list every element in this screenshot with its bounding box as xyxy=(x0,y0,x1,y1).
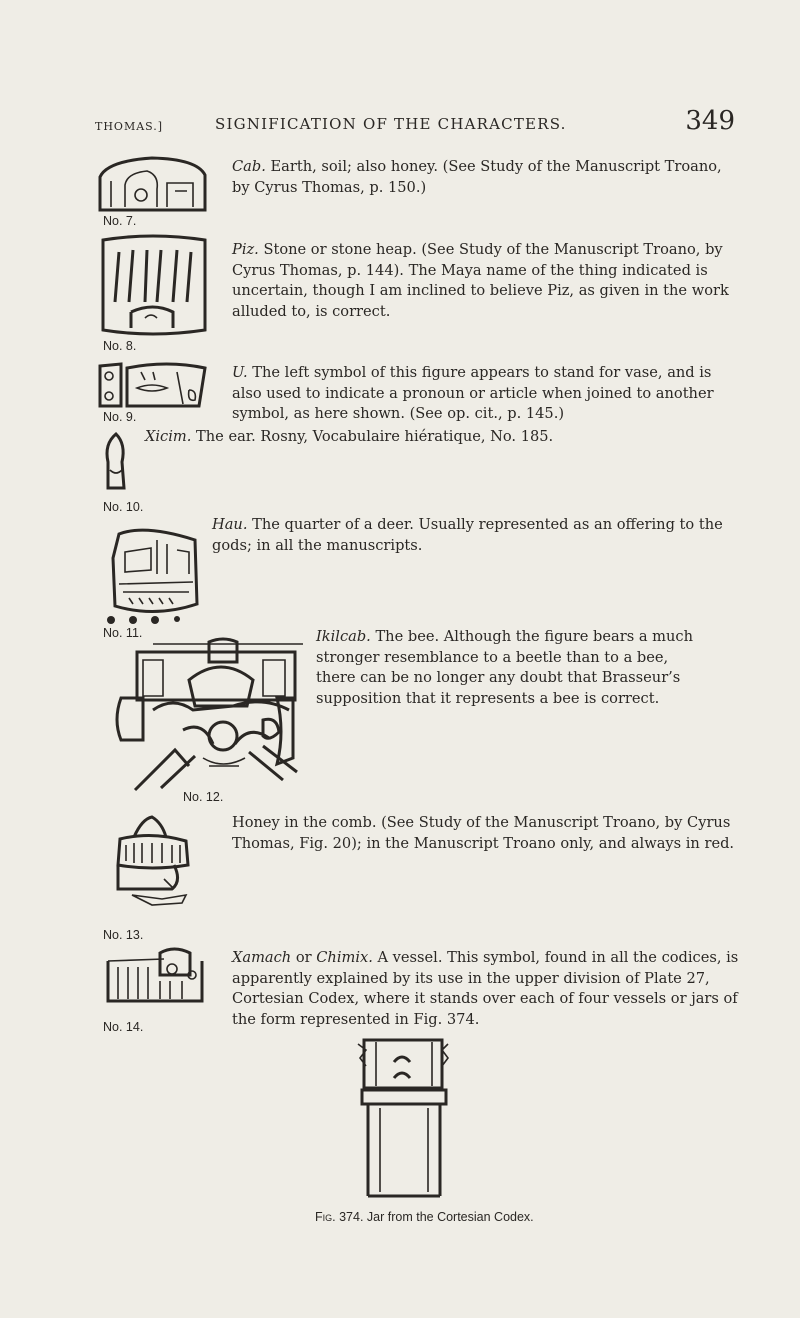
entry-term: U. xyxy=(232,364,248,381)
entry-ikilcab xyxy=(316,627,706,709)
glyph-no12-bee-illustration xyxy=(113,640,311,790)
entry-text: Honey in the comb. (See Study of the Manuscript Troano, by Cyrus Thomas, Fig. 20); in the Manuscript Troano only, and always in red. xyxy=(232,814,735,852)
entry-text: The ear. Rosny, Vocabulaire hiératique, No. 185. xyxy=(196,428,554,445)
page-number: 349 xyxy=(685,106,735,136)
entry-term: Piz. xyxy=(232,241,259,258)
entry-text: Earth, soil; also honey. (See Study of the Manuscript Troano, by Cyrus Thomas, p. 150.) xyxy=(232,158,722,196)
entry-text: Stone or stone heap. (See Study of the Manuscript Troano, by Cyrus Thomas, p. 144). The Maya name of the thing indicated is uncertain, though I am inclined to believe Piz, as given in the work alluded to, is correct. xyxy=(232,241,729,320)
glyph-no8-illustration xyxy=(97,232,211,338)
glyph-no13-illustration xyxy=(112,815,207,915)
figure-label-no11: No. 11. xyxy=(103,626,143,640)
entry-term: Xamach xyxy=(232,949,292,966)
glyph-no14-illustration xyxy=(104,945,208,1005)
entry-text: The bee. Although the figure bears a much stronger resemblance to a beetle than to a bee, there can be no longer any doubt that Brasseur’s supposition that it represents a bee is correct. xyxy=(316,628,693,707)
entry-honey-comb xyxy=(232,813,742,854)
figure-label-no14: No. 14. xyxy=(103,1020,144,1034)
entry-xamach xyxy=(232,948,742,1030)
author-running-head: THOMAS.] xyxy=(95,120,164,133)
entry-xicim xyxy=(145,427,725,448)
page-title: SIGNIFICATION OF THE CHARACTERS. xyxy=(215,115,567,133)
entry-term: Xicim. xyxy=(145,428,192,445)
figure-label-no7: No. 7. xyxy=(103,214,137,228)
glyph-no11-illustration xyxy=(105,522,205,627)
figure-caption-text: Jar from the Cortesian Codex. xyxy=(366,1210,534,1224)
fig-374-jar-illustration xyxy=(354,1038,454,1198)
figure-caption xyxy=(315,1210,534,1224)
entry-piz xyxy=(232,240,744,322)
entry-connector: or xyxy=(295,949,312,966)
figure-label-no13: No. 13. xyxy=(103,928,144,942)
entry-text: A vessel. This symbol, found in all the codices, is apparently explained by its use in the upper division of Plate 27, Cortesian Codex, where it stands over each of four vessels or jars of the form represented in Fig. 374. xyxy=(232,949,739,1028)
glyph-no7-illustration xyxy=(97,155,209,213)
entry-hau xyxy=(212,515,732,556)
figure-label-no8: No. 8. xyxy=(103,339,137,353)
entry-term-alt: Chimix. xyxy=(316,949,373,966)
figure-caption-number: Fig. 374. xyxy=(315,1210,364,1224)
glyph-no9-illustration xyxy=(97,360,209,410)
running-head xyxy=(95,106,735,152)
figure-label-no9: No. 9. xyxy=(103,410,137,424)
entry-text: The left symbol of this figure appears to stand for vase, and is also used to indicate a pronoun or article when joined to another symbol, as here shown. (See op. cit., p. 145.) xyxy=(232,364,714,422)
figure-label-no10: No. 10. xyxy=(103,500,144,514)
entry-term: Ikilcab. xyxy=(316,628,371,645)
entry-u xyxy=(232,363,744,425)
figure-label-no12: No. 12. xyxy=(183,790,224,804)
glyph-no10-illustration xyxy=(102,432,128,490)
entry-cab xyxy=(232,157,742,198)
entry-term: Hau. xyxy=(212,516,248,533)
entry-text: The quarter of a deer. Usually represented as an offering to the gods; in all the manuscripts. xyxy=(212,516,723,554)
entry-term: Cab. xyxy=(232,158,266,175)
